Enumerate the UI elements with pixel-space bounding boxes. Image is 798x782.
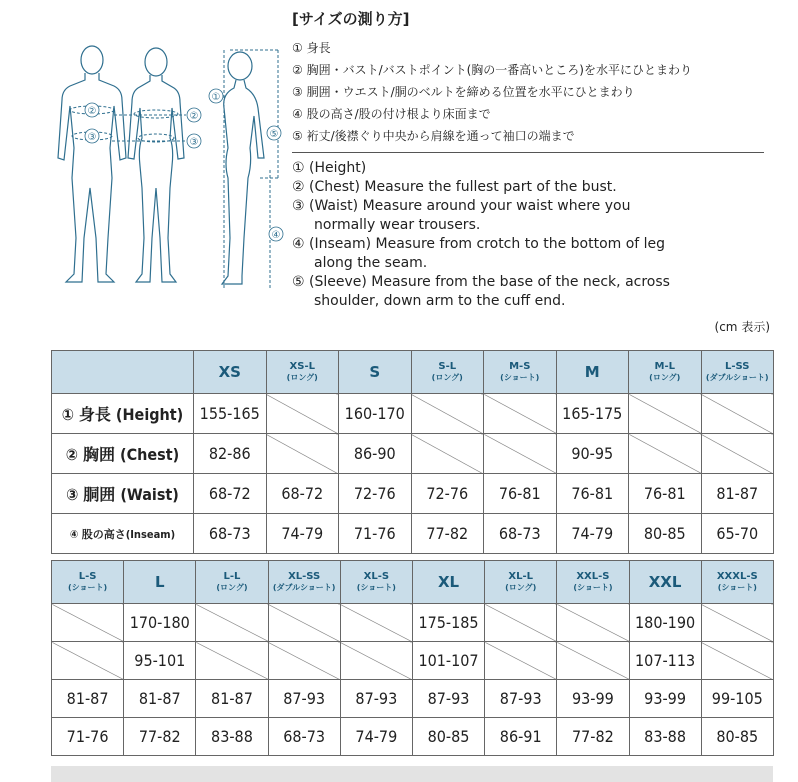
unit-note: (cm 表示) <box>714 320 770 334</box>
size-cell: 83-88 <box>196 718 268 756</box>
size-cell: 76-81 <box>556 474 629 514</box>
size-header: L <box>124 561 196 604</box>
instructions-divider <box>292 152 764 153</box>
jp-instruction-sleeve: ⑤ 裄丈/後襟ぐり中央から肩線を通って袖口の端まで <box>292 129 575 143</box>
size-header: S <box>339 351 412 394</box>
empty-cell <box>196 642 268 680</box>
size-header: L-S (ショート) <box>52 561 124 604</box>
size-cell: 93-99 <box>629 680 701 718</box>
en-instruction-text-cont: along the seam. <box>314 255 428 271</box>
empty-cell <box>266 394 339 434</box>
size-cell: 83-88 <box>629 718 701 756</box>
table-header-row <box>52 351 774 394</box>
size-header: XXL <box>629 561 701 604</box>
row-label: ③ 胴囲 (Waist) <box>52 474 194 514</box>
size-cell: 80-85 <box>412 718 484 756</box>
row-label: ② 胸囲 (Chest) <box>52 434 194 474</box>
size-cell: 90-95 <box>556 434 629 474</box>
size-cell: 81-87 <box>124 680 196 718</box>
empty-cell <box>557 642 629 680</box>
row-label: ① 身長 (Height) <box>52 394 194 434</box>
size-cell: 155-165 <box>194 394 267 434</box>
size-cell: 68-73 <box>194 514 267 554</box>
size-cell: 87-93 <box>412 680 484 718</box>
jp-instruction-waist: ③ 胴囲・ウエスト/胴のベルトを締める位置を水平にひとまわり <box>292 85 635 99</box>
size-cell: 81-87 <box>52 680 124 718</box>
row-label: ④ 股の高さ(Inseam) <box>52 514 194 554</box>
jp-instruction-inseam: ④ 股の高さ/股の付け根より床面まで <box>292 107 491 121</box>
table-row <box>52 434 774 474</box>
size-cell: 81-87 <box>196 680 268 718</box>
size-cell: 80-85 <box>701 718 773 756</box>
size-cell: 77-82 <box>411 514 484 554</box>
table-row <box>52 680 774 718</box>
en-instruction-text: ③ (Waist) Measure around your waist where you <box>292 198 631 214</box>
size-header: XL-SS (ダブルショート) <box>268 561 340 604</box>
table-header-row <box>52 561 774 604</box>
size-header: XL <box>412 561 484 604</box>
size-table-1 <box>51 350 774 554</box>
empty-cell <box>484 394 557 434</box>
size-cell: 77-82 <box>557 718 629 756</box>
jp-instruction-height: ① 身長 <box>292 41 331 55</box>
size-cell: 82-86 <box>194 434 267 474</box>
size-cell: 74-79 <box>266 514 339 554</box>
measurement-figure <box>52 38 284 300</box>
en-instruction-waist <box>292 197 772 235</box>
empty-cell <box>701 434 774 474</box>
empty-cell <box>701 604 773 642</box>
figure-marker: ② <box>87 106 97 117</box>
size-cell: 87-93 <box>340 680 412 718</box>
table-row <box>52 718 774 756</box>
size-header: XS-L (ロング) <box>266 351 339 394</box>
empty-cell <box>701 394 774 434</box>
size-header: M-S (ショート) <box>484 351 557 394</box>
size-header: XS <box>194 351 267 394</box>
size-cell: 68-73 <box>484 514 557 554</box>
table-row <box>52 642 774 680</box>
empty-cell <box>629 394 702 434</box>
size-cell: 71-76 <box>339 514 412 554</box>
size-header: L-SS (ダブルショート) <box>701 351 774 394</box>
size-cell: 95-101 <box>124 642 196 680</box>
size-cell: 107-113 <box>629 642 701 680</box>
en-instruction-sleeve <box>292 273 772 311</box>
figure-marker: ⑤ <box>269 129 279 140</box>
size-header: XL-S (ショート) <box>340 561 412 604</box>
en-instruction-text: ④ (Inseam) Measure from crotch to the bottom of leg <box>292 236 666 252</box>
size-cell: 74-79 <box>340 718 412 756</box>
en-instruction-inseam <box>292 235 772 273</box>
size-header: M <box>556 351 629 394</box>
size-cell: 86-90 <box>339 434 412 474</box>
table-row <box>52 394 774 434</box>
size-cell: 101-107 <box>412 642 484 680</box>
size-cell: 175-185 <box>412 604 484 642</box>
jp-instruction-chest: ② 胸囲・バスト/バストポイント(胸の一番高いところ)を水平にひとまわり <box>292 63 692 77</box>
size-cell: 72-76 <box>411 474 484 514</box>
en-instruction-text: ② (Chest) Measure the fullest part of the bust. <box>292 179 617 195</box>
empty-cell <box>340 642 412 680</box>
empty-cell <box>196 604 268 642</box>
size-header: S-L (ロング) <box>411 351 484 394</box>
figure-marker: ③ <box>87 132 97 143</box>
measurement-instructions <box>292 8 772 311</box>
size-cell: 71-76 <box>52 718 124 756</box>
size-cell: 93-99 <box>557 680 629 718</box>
footer-bar <box>51 766 773 782</box>
size-cell: 87-93 <box>268 680 340 718</box>
size-header: XXXL-S (ショート) <box>701 561 773 604</box>
table-row <box>52 604 774 642</box>
en-instruction-chest <box>292 178 772 197</box>
size-cell: 99-105 <box>701 680 773 718</box>
table-header-corner <box>52 351 194 394</box>
figure-marker: ① <box>211 92 221 103</box>
size-header: M-L (ロング) <box>629 351 702 394</box>
size-cell: 65-70 <box>701 514 774 554</box>
size-cell: 72-76 <box>339 474 412 514</box>
empty-cell <box>268 642 340 680</box>
empty-cell <box>340 604 412 642</box>
size-cell: 160-170 <box>339 394 412 434</box>
size-cell: 180-190 <box>629 604 701 642</box>
figure-marker: ② <box>189 111 199 122</box>
empty-cell <box>629 434 702 474</box>
empty-cell <box>266 434 339 474</box>
empty-cell <box>52 604 124 642</box>
size-header: XL-L (ロング) <box>485 561 557 604</box>
size-cell: 68-73 <box>268 718 340 756</box>
instructions-title: [サイズの測り方] <box>292 10 410 28</box>
size-cell: 68-72 <box>266 474 339 514</box>
size-cell: 74-79 <box>556 514 629 554</box>
empty-cell <box>268 604 340 642</box>
size-cell: 87-93 <box>485 680 557 718</box>
size-header: L-L (ロング) <box>196 561 268 604</box>
size-table-2 <box>51 560 774 756</box>
empty-cell <box>484 434 557 474</box>
size-cell: 77-82 <box>124 718 196 756</box>
empty-cell <box>411 394 484 434</box>
size-cell: 76-81 <box>629 474 702 514</box>
empty-cell <box>701 642 773 680</box>
size-cell: 165-175 <box>556 394 629 434</box>
empty-cell <box>52 642 124 680</box>
en-instruction-height <box>292 159 772 178</box>
size-cell: 170-180 <box>124 604 196 642</box>
size-cell: 76-81 <box>484 474 557 514</box>
empty-cell <box>485 604 557 642</box>
en-instruction-text-cont: normally wear trousers. <box>314 217 481 233</box>
body-diagram <box>52 38 284 300</box>
figure-marker: ③ <box>189 137 199 148</box>
empty-cell <box>485 642 557 680</box>
size-header: XXL-S (ショート) <box>557 561 629 604</box>
empty-cell <box>411 434 484 474</box>
empty-cell <box>557 604 629 642</box>
size-cell: 81-87 <box>701 474 774 514</box>
table-row <box>52 514 774 554</box>
en-instruction-text: ⑤ (Sleeve) Measure from the base of the neck, across <box>292 274 670 290</box>
en-instruction-text-cont: shoulder, down arm to the cuff end. <box>314 293 566 309</box>
table-row <box>52 474 774 514</box>
figure-marker: ④ <box>271 230 281 241</box>
size-cell: 80-85 <box>629 514 702 554</box>
size-cell: 86-91 <box>485 718 557 756</box>
en-instruction-text: ① (Height) <box>292 160 367 176</box>
size-cell: 68-72 <box>194 474 267 514</box>
